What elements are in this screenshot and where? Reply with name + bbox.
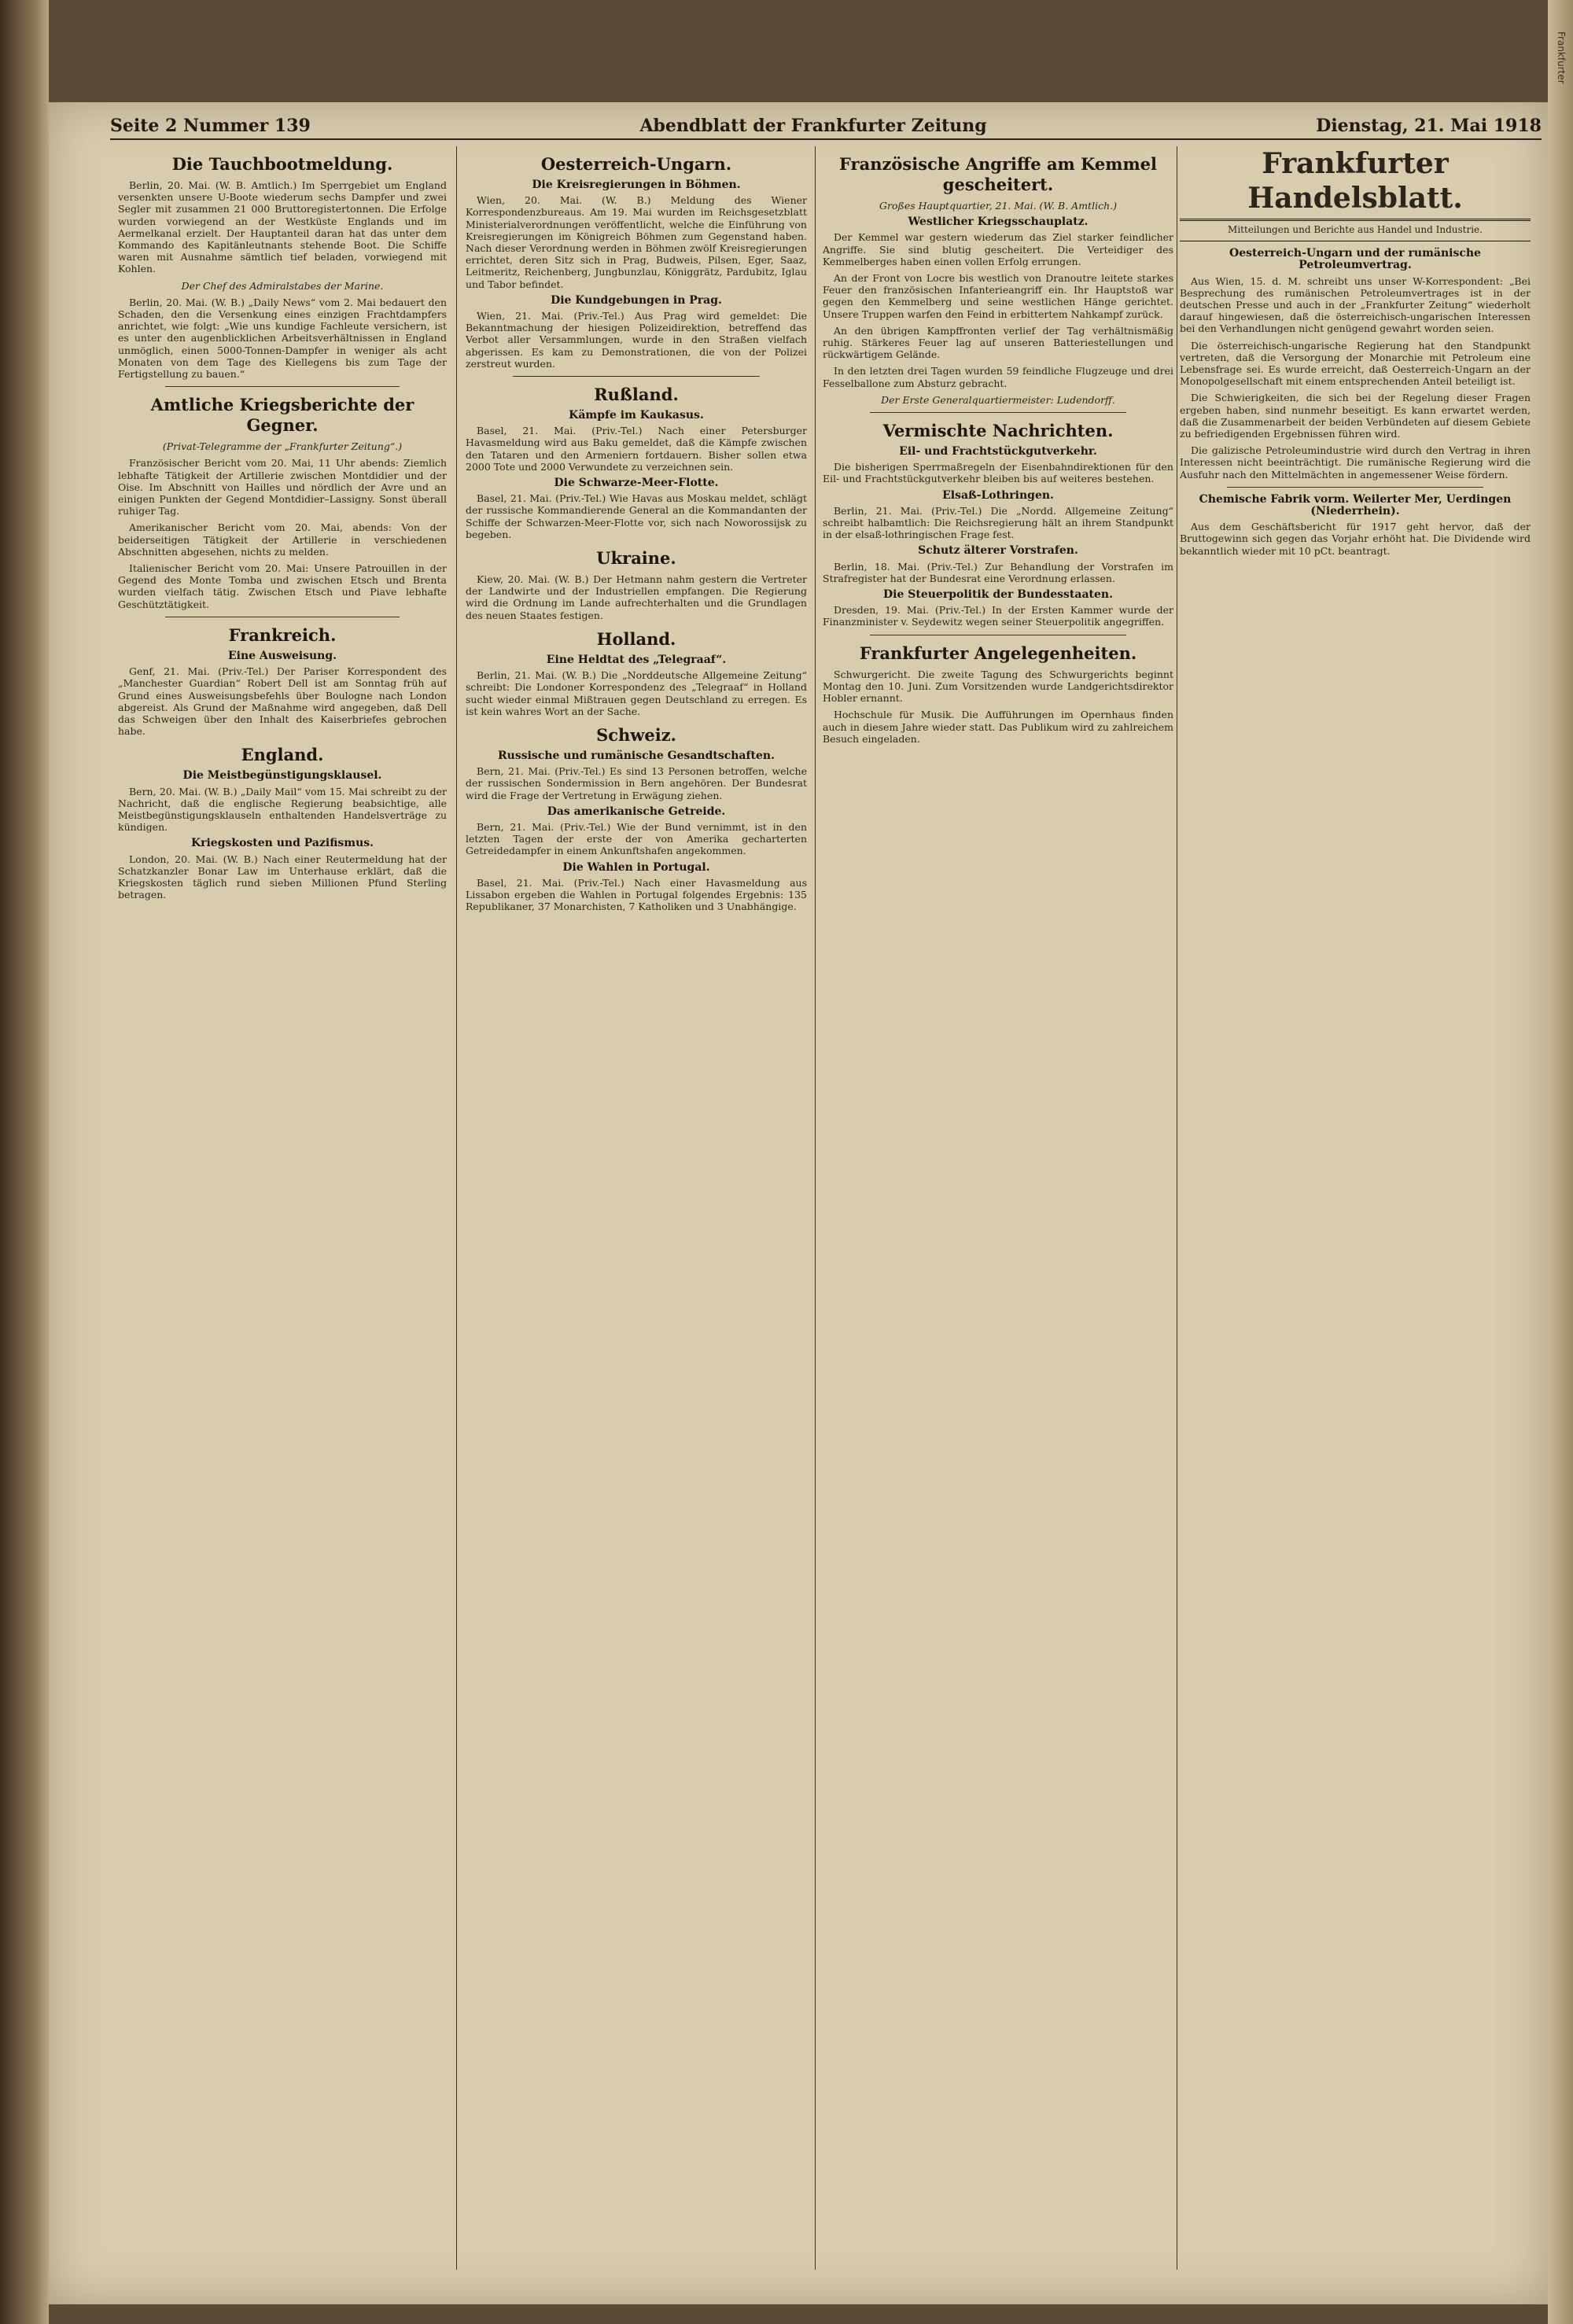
- subheadline: Die Kreisregierungen in Böhmen.: [532, 179, 741, 191]
- header-rule: [110, 138, 1542, 140]
- article-paragraph: Genf, 21. Mai. (Priv.-Tel.) Der Pariser Korrespondent des „Manchester Guardian“ Robert Dell ist am Sonntag früh auf Grund eines Ausweisungsbefehls über Boulogne nach London abgereist. Als Grund der Maßnahme wird angegeben, daß Dell das Schweigen über den Inhalt des Kaiserbriefes gebrochen habe.: [118, 665, 447, 738]
- headline-oesterreich: Oesterreich-Ungarn.: [540, 154, 732, 174]
- article-paragraph: Berlin, 20. Mai. (W. B.) „Daily News“ vom 2. Mai bedauert den Schaden, den die Versenkung eines einzigen Frachtdampfers anrichtet, wie folgt: „Wie uns kundige Fachleute versichern, ist es unter den augenblicklichen Arbeitsverhältnissen in England unmöglich, einen 5000-Tonnen-Dampfer in weniger als acht Monaten von dem Tage des Kiellegens bis zum Tage der Fertigstellung zu bauen.“: [118, 296, 447, 381]
- subheadline: Die Wahlen in Portugal.: [562, 860, 710, 874]
- separator: [870, 412, 1126, 413]
- article-signature: Der Erste Generalquartiermeister: Ludendorff.: [881, 393, 1115, 406]
- article-paragraph: Bern, 21. Mai. (Priv.-Tel.) Es sind 13 Personen betroffen, welche der russischen Sondermission in Bern angehören. Der Bundesrat wird die Frage der Vertretung in Erwägung ziehen.: [466, 765, 807, 801]
- column-3: [823, 146, 1173, 2270]
- column-2: [466, 146, 807, 2270]
- separator: [1227, 487, 1483, 488]
- subheadline: Westlicher Kriegsschauplatz.: [908, 215, 1089, 229]
- headline-frankreich: Frankreich.: [228, 624, 337, 645]
- article-paragraph: Kiew, 20. Mai. (W. B.) Der Hetmann nahm gestern die Vertreter der Landwirte und der Industriellen empfangen. Die Regierung wird die Ordnung im Lande aufrechterhalten und die Grundlagen des neuen Staates festigen.: [466, 573, 807, 621]
- article-paragraph: Französischer Bericht vom 20. Mai, 11 Uhr abends: Ziemlich lebhafte Tätigkeit der Artillerie zwischen Montdidier und der Oise. Im Abschnitt von Hailles und nördlich der Avre und an einigen Punkten der Gegend Montdidier–Lassigny. Sonst überall ruhiger Tag.: [118, 457, 447, 517]
- headline-kriegsberichte: Amtliche Kriegsberichte der Gegner.: [150, 395, 414, 436]
- headline-subtitle: (Privat-Telegramme der „Frankfurter Zeitung“.): [162, 440, 403, 453]
- column-divider: [456, 146, 457, 2270]
- article-paragraph: Die galizische Petroleumindustrie wird durch den Vertrag in ihren Interessen nicht beeinträchtigt. Die rumänische Regierung wird die Ausfuhr nach den Mittelmächten in angemessener Weise fördern.: [1180, 444, 1531, 481]
- article-paragraph: Amerikanischer Bericht vom 20. Mai, abends: Von der beiderseitigen Tätigkeit der Artillerie in verschiedenen Abschnitten abgesehen, nichts zu melden.: [118, 521, 447, 558]
- subheadline: Die Meistbegünstigungsklausel.: [182, 769, 382, 783]
- dateline: Großes Hauptquartier, 21. Mai. (W. B. Amtlich.): [879, 200, 1117, 212]
- headline-ukraine: Ukraine.: [596, 548, 676, 569]
- article-paragraph: Aus dem Geschäftsbericht für 1917 geht hervor, daß der Bruttogewinn sich gegen das Vorjahr erhöht hat. Die Dividende wird bekanntlich wieder mit 10 pCt. beantragt.: [1180, 521, 1531, 557]
- subheadline: Die Steuerpolitik der Bundesstaaten.: [883, 588, 1113, 602]
- article-paragraph: Aus Wien, 15. d. M. schreibt uns unser W-Korrespondent: „Bei Besprechung des rumänischen Petroleumvertrages ist in der deutschen Presse und auch in der „Frankfurter Zeitung“ wiederholt darauf hingewiesen, daß die österreichisch-ungarischen Interessen bei den Verhandlungen nicht genügend gewahrt worden seien.: [1180, 274, 1531, 335]
- column-divider: [815, 146, 816, 2270]
- article-paragraph: Wien, 21. Mai. (Priv.-Tel.) Aus Prag wird gemeldet: Die Bekanntmachung der hiesigen Polizeidirektion, betreffend das Verbot aller Versammlungen, wurde in den Straßen vielfach abgerissen. Es kam zu Demonstrationen, die von der Polizei zerstreut wurden.: [466, 310, 807, 370]
- article-paragraph: Basel, 21. Mai. (Priv.-Tel.) Nach einer Havasmeldung aus Lissabon ergeben die Wahlen in Portugal folgendes Ergebnis: 135 Republikaner, 37 Monarchisten, 7 Katholiken und 3 Unabhängige.: [466, 876, 807, 913]
- article-paragraph: London, 20. Mai. (W. B.) Nach einer Reutermeldung hat der Schatzkanzler Bonar Law im Unterhause erklärt, daß die Kriegskosten täglich rund sieben Millionen Pfund Sterling betragen.: [118, 853, 447, 901]
- subheadline: Schutz älterer Vorstrafen.: [918, 544, 1078, 558]
- subheadline: Oesterreich-Ungarn und der rumänische Petroleumvertrag.: [1229, 247, 1481, 272]
- handelsblatt-subtitle: Mitteilungen und Berichte aus Handel und Industrie.: [1180, 224, 1531, 241]
- subheadline: Eine Ausweisung.: [227, 649, 337, 662]
- article-paragraph: An der Front von Locre bis westlich von Dranoutre leitete starkes Feuer den französischen Infanterieangriff ein. Ihr Hauptstoß war gegen den Kemmelberg und seine westlichen Hänge gerichtet. Unsere Truppen warfen den Feind in erbittertem Nahkampf zurück.: [823, 272, 1173, 320]
- article-paragraph: Wien, 20. Mai. (W. B.) Meldung des Wiener Korrespondenzbureaus. Am 19. Mai wurden im Reichsgesetzblatt Ministerialverordnungen veröffentlicht, welche die Einführung von Kreisregierungen im Königreich Böhmen zum Gegenstand haben. Nach dieser Verordnung werden in Böhmen zwölf Kreisregierungen errichtet, deren Sitz sich in Prag, Budweis, Pilsen, Eger, Saaz, Leitmeritz, Reichenberg, Jungbunzlau, Königgrätz, Pardubitz, Iglau und Tabor befindet.: [466, 194, 807, 290]
- page-number: Seite 2 Nummer 139: [110, 116, 311, 136]
- separator: [165, 386, 400, 387]
- column-1: [118, 146, 447, 2270]
- newspaper-title: Abendblatt der Frankfurter Zeitung: [639, 116, 987, 136]
- headline-vermischte: Vermischte Nachrichten.: [882, 421, 1114, 441]
- article-paragraph: Berlin, 21. Mai. (Priv.-Tel.) Die „Nordd. Allgemeine Zeitung“ schreibt halbamtlich: Die Reichsregierung hält an ihrem Standpunkt in der elsaß-lothringischen Frage fest.: [823, 504, 1173, 541]
- subheadline: Die Kundgebungen in Prag.: [551, 293, 722, 307]
- headline-russland: Rußland.: [594, 385, 679, 405]
- subheadline: Eine Heldtat des „Telegraaf“.: [546, 653, 727, 666]
- article-paragraph: Italienischer Bericht vom 20. Mai: Unsere Patrouillen in der Gegend des Monte Tomba und zwischen Etsch und Brenta wurden vielfach tätig. Zwischen Etsch und Piave lebhafte Geschütztätigkeit.: [118, 562, 447, 610]
- headline-schweiz: Schweiz.: [596, 724, 676, 745]
- adjacent-page-text: Frankfurter: [1556, 31, 1567, 84]
- page-date: Dienstag, 21. Mai 1918: [1316, 116, 1542, 136]
- article-paragraph: Die Schwierigkeiten, die sich bei der Regelung dieser Fragen ergeben haben, sind nunmehr beseitigt. Es kann erwartet werden, daß die Zusammenarbeit der beiden Verbündeten auf diesem Gebiete zu befriedigenden Ergebnissen führen wird.: [1180, 392, 1531, 440]
- article-paragraph: Dresden, 19. Mai. (Priv.-Tel.) In der Ersten Kammer wurde der Finanzminister v. Seydewitz wegen seiner Steuerpolitik angegriffen.: [823, 604, 1173, 628]
- article-paragraph: Bern, 20. Mai. (W. B.) „Daily Mail“ vom 15. Mai schreibt zu der Nachricht, daß die englische Regierung beabsichtige, alle Meistbegünstigungsklauseln enthaltenden Handelsverträge zu kündigen.: [118, 785, 447, 834]
- article-paragraph: Berlin, 21. Mai. (W. B.) Die „Norddeutsche Allgemeine Zeitung“ schreibt: Die Londoner Korrespondenz des „Telegraaf“ in Holland sucht wieder einmal Mißtrauen gegen Deutschland zu erregen. Es ist kein wahres Wort an der Sache.: [466, 669, 807, 717]
- subheadline: Eil- und Frachtstückgutverkehr.: [899, 445, 1097, 459]
- subheadline: Das amerikanische Getreide.: [547, 805, 726, 818]
- article-paragraph: An den übrigen Kampffronten verlief der Tag verhältnismäßig ruhig. Stärkeres Feuer lag auf unseren Batteriestellungen und rückwärtigem Gelände.: [823, 324, 1173, 361]
- handelsblatt-masthead: Frankfurter Handelsblatt.: [1180, 146, 1531, 221]
- headline-holland: Holland.: [596, 628, 676, 649]
- headline-frankfurter-angelegenheiten: Frankfurter Angelegenheiten.: [859, 643, 1137, 663]
- book-spine: [0, 0, 49, 2324]
- subheadline: Kriegskosten und Pazifismus.: [190, 837, 374, 850]
- headline-kemmel: Französische Angriffe am Kemmel gescheitert.: [838, 154, 1158, 194]
- article-paragraph: Bern, 21. Mai. (Priv.-Tel.) Wie der Bund vernimmt, ist in den letzten Tagen der erste der von Amerika gecharterten Getreidedampfer in einem Ankunftshafen angekommen.: [466, 820, 807, 857]
- article-paragraph: Berlin, 18. Mai. (Priv.-Tel.) Zur Behandlung der Vorstrafen im Strafregister hat der Bundesrat eine Verordnung erlassen.: [823, 560, 1173, 584]
- subheadline: Elsaß-Lothringen.: [942, 488, 1054, 502]
- article-paragraph: Basel, 21. Mai. (Priv.-Tel.) Nach einer Petersburger Havasmeldung wird aus Baku gemeldet, daß die Kämpfe zwischen den Tataren und den Armeniern fortdauern. Bisher sollen etwa 2000 Tote und 2000 Verwundete zu verzeichnen sein.: [466, 425, 807, 473]
- separator: [513, 376, 760, 377]
- article-paragraph: Berlin, 20. Mai. (W. B. Amtlich.) Im Sperrgebiet um England versenkten unsere U-Boote wiederum sechs Dampfer und zwei Segler mit zusammen 21 000 Bruttoregistertonnen. Die Erfolge wurden vorwiegend an der Westküste Englands und im Aermelkanal erzielt. Der Hauptanteil daran hat das unter dem Kommando des Kapitänleutnants stehende Boot. Die Schiffe waren mit Ausnahme sämtlich tief beladen, vorwiegend mit Kohlen.: [118, 179, 447, 275]
- article-signature: Der Chef des Admiralstabes der Marine.: [181, 279, 384, 292]
- page-header: [110, 110, 1542, 142]
- article-paragraph: Die bisherigen Sperrmaßregeln der Eisenbahndirektionen für den Eil- und Frachtstückgutverkehr bleiben bis auf weiteres bestehen.: [823, 461, 1173, 485]
- article-paragraph: Hochschule für Musik. Die Aufführungen im Opernhaus finden auch in diesem Jahre wieder statt. Das Publikum wird zu zahlreichem Besuch eingeladen.: [823, 709, 1173, 745]
- headline-tauchboot: Die Tauchbootmeldung.: [171, 154, 393, 174]
- subheadline: Russische und rumänische Gesandtschaften.: [498, 749, 775, 762]
- article-paragraph: Schwurgericht. Die zweite Tagung des Schwurgerichts beginnt Montag den 10. Juni. Zum Vorsitzenden wurde Landgerichtsdirektor Hobler ernannt.: [823, 668, 1173, 705]
- article-paragraph: Die österreichisch-ungarische Regierung hat den Standpunkt vertreten, daß die Versorgung der Monarchie mit Petroleum eine Lebensfrage sei. Es wurde erreicht, daß Oesterreich-Ungarn an der Monopolgesellschaft mit einem entsprechenden Anteil beteiligt ist.: [1180, 339, 1531, 388]
- subheadline: Kämpfe im Kaukasus.: [569, 409, 704, 422]
- article-paragraph: In den letzten drei Tagen wurden 59 feindliche Flugzeuge und drei Fesselballone zum Absturz gebracht.: [823, 365, 1173, 389]
- article-paragraph: Der Kemmel war gestern wiederum das Ziel starker feindlicher Angriffe. Sie sind blutig gescheitert. Die Verteidiger des Kemmelberges haben einen vollen Erfolg errungen.: [823, 231, 1173, 267]
- article-paragraph: Basel, 21. Mai. (Priv.-Tel.) Wie Havas aus Moskau meldet, schlägt der russische Kommandierende General an die Kommandanten der Schiffe der Schwarzen-Meer-Flotte vor, sich nach Noworossijsk zu begeben.: [466, 492, 807, 540]
- subheadline: Die Schwarze-Meer-Flotte.: [554, 477, 719, 490]
- headline-england: England.: [241, 745, 324, 765]
- subheadline: Chemische Fabrik vorm. Weilerter Mer, Uerdingen (Niederrhein).: [1199, 492, 1512, 518]
- column-4: [1180, 146, 1531, 2270]
- adjacent-page-edge: [1548, 0, 1573, 2324]
